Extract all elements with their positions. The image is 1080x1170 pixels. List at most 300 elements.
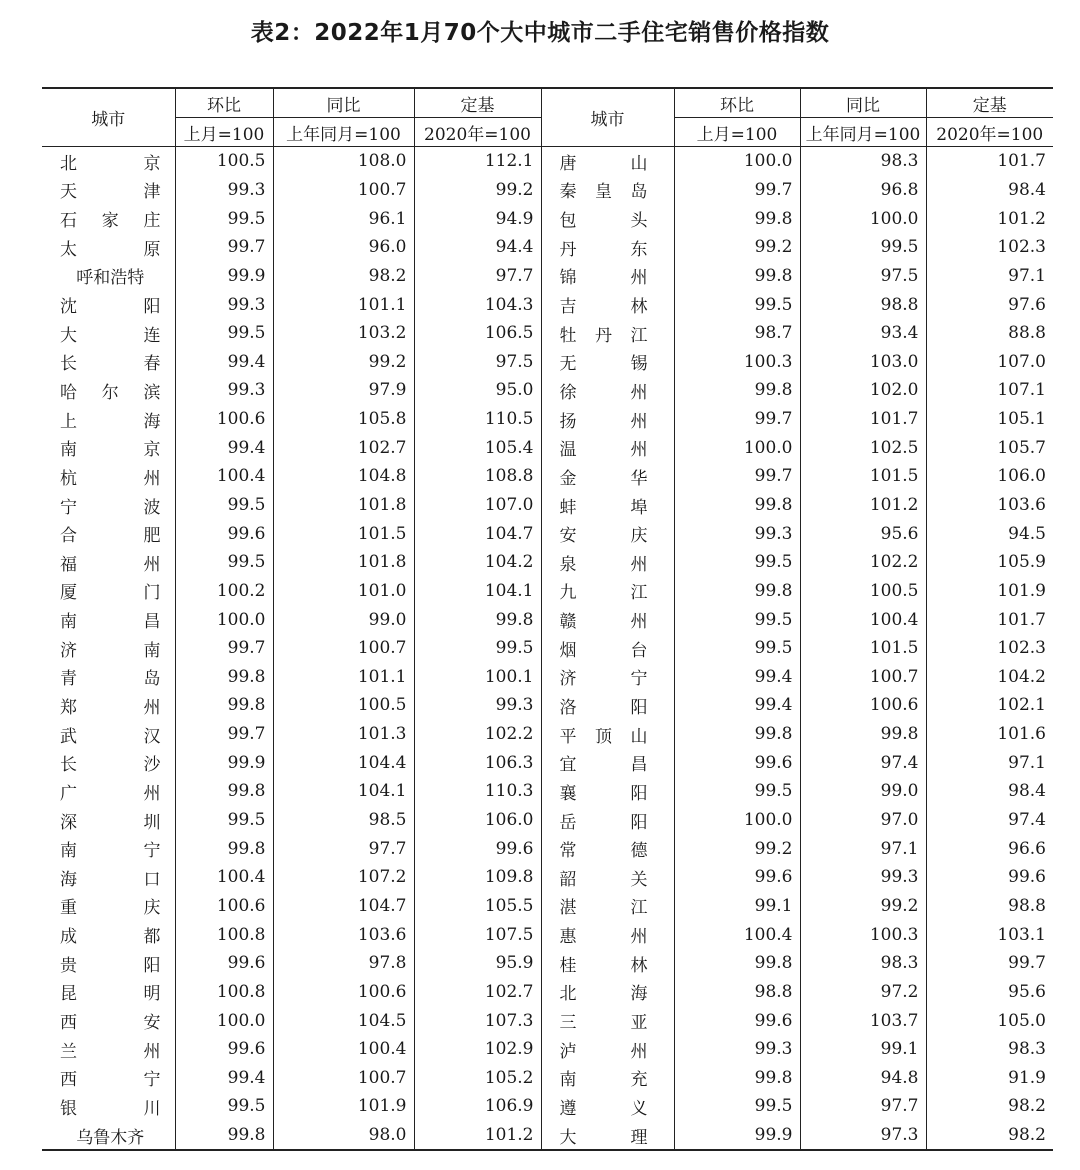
city-name: 无 锡 [559, 354, 648, 375]
yoy-cell-right: 97.4 [800, 748, 926, 777]
city-cell-right [541, 262, 674, 291]
table-row [42, 1064, 1053, 1093]
mom-cell-left: 100.8 [175, 920, 273, 949]
mom-cell-right: 100.0 [674, 433, 800, 462]
header-yoy-right: 同比 [800, 88, 926, 118]
mom-cell-right: 99.2 [674, 834, 800, 863]
city-name: 哈尔滨 [60, 382, 161, 403]
base-cell-left: 94.4 [414, 233, 541, 262]
city-name: 郑 州 [60, 697, 161, 718]
city-name: 锦 州 [559, 268, 648, 289]
table-row [42, 462, 1053, 491]
city-name: 南 京 [60, 440, 161, 461]
yoy-cell-right: 93.4 [800, 319, 926, 348]
city-cell-left [42, 920, 175, 949]
yoy-cell-right: 98.3 [800, 147, 926, 176]
city-cell-right [541, 376, 674, 405]
city-name: 沈 阳 [60, 297, 161, 318]
yoy-cell-right: 97.0 [800, 806, 926, 835]
city-cell-left [42, 577, 175, 606]
table-row [42, 176, 1053, 205]
city-cell-right [541, 1035, 674, 1064]
yoy-cell-left: 103.6 [273, 920, 414, 949]
base-cell-right: 99.7 [926, 949, 1053, 978]
city-cell-right [541, 405, 674, 434]
yoy-cell-right: 103.0 [800, 347, 926, 376]
mom-cell-left: 99.8 [175, 691, 273, 720]
city-name: 平顶山 [559, 726, 648, 747]
table-row [42, 720, 1053, 749]
city-cell-right [541, 319, 674, 348]
table-row [42, 634, 1053, 663]
yoy-cell-left: 102.7 [273, 433, 414, 462]
base-cell-right: 98.4 [926, 176, 1053, 205]
city-name: 太 原 [60, 239, 161, 260]
mom-cell-left: 99.8 [175, 777, 273, 806]
mom-cell-left: 100.2 [175, 577, 273, 606]
base-cell-left: 112.1 [414, 147, 541, 176]
city-name: 青 岛 [60, 669, 161, 690]
yoy-cell-left: 99.2 [273, 347, 414, 376]
city-name: 徐 州 [559, 382, 648, 403]
city-name: 海 口 [60, 869, 161, 890]
mom-cell-right: 100.3 [674, 347, 800, 376]
yoy-cell-left: 104.8 [273, 462, 414, 491]
city-name: 泸 州 [559, 1041, 648, 1062]
city-cell-left [42, 262, 175, 291]
yoy-cell-left: 104.5 [273, 1006, 414, 1035]
mom-cell-right: 99.8 [674, 262, 800, 291]
table-row [42, 290, 1053, 319]
base-cell-left: 106.9 [414, 1092, 541, 1121]
city-name: 武 汉 [60, 726, 161, 747]
table-row [42, 1092, 1053, 1121]
yoy-cell-left: 101.8 [273, 491, 414, 520]
mom-cell-left: 100.0 [175, 605, 273, 634]
yoy-cell-right: 97.7 [800, 1092, 926, 1121]
city-cell-right [541, 176, 674, 205]
city-name: 唐 山 [559, 153, 648, 174]
base-cell-left: 107.0 [414, 491, 541, 520]
city-cell-right [541, 605, 674, 634]
yoy-cell-left: 98.0 [273, 1121, 414, 1151]
city-name: 银 川 [60, 1098, 161, 1119]
city-cell-right [541, 347, 674, 376]
city-cell-left [42, 1064, 175, 1093]
base-cell-right: 104.2 [926, 663, 1053, 692]
city-cell-right [541, 233, 674, 262]
yoy-cell-right: 100.6 [800, 691, 926, 720]
yoy-cell-right: 99.3 [800, 863, 926, 892]
base-cell-left: 108.8 [414, 462, 541, 491]
mom-cell-left: 99.5 [175, 1092, 273, 1121]
city-name: 深 圳 [60, 812, 161, 833]
base-cell-right: 98.4 [926, 777, 1053, 806]
base-cell-right: 105.0 [926, 1006, 1053, 1035]
base-cell-left: 104.3 [414, 290, 541, 319]
mom-cell-right: 100.0 [674, 806, 800, 835]
mom-cell-left: 99.4 [175, 347, 273, 376]
city-cell-right [541, 720, 674, 749]
yoy-cell-left: 107.2 [273, 863, 414, 892]
mom-cell-left: 99.3 [175, 290, 273, 319]
table-row [42, 405, 1053, 434]
yoy-cell-left: 96.0 [273, 233, 414, 262]
header-mom-right: 环比 [674, 88, 800, 118]
yoy-cell-left: 98.2 [273, 262, 414, 291]
table-row [42, 777, 1053, 806]
city-cell-left [42, 405, 175, 434]
table-row [42, 806, 1053, 835]
base-cell-left: 106.0 [414, 806, 541, 835]
base-cell-right: 102.3 [926, 233, 1053, 262]
yoy-cell-left: 99.0 [273, 605, 414, 634]
mom-cell-right: 99.6 [674, 748, 800, 777]
city-cell-left [42, 1092, 175, 1121]
base-cell-right: 105.1 [926, 405, 1053, 434]
mom-cell-right: 99.3 [674, 1035, 800, 1064]
base-cell-left: 109.8 [414, 863, 541, 892]
mom-cell-right: 99.8 [674, 720, 800, 749]
table-row [42, 892, 1053, 921]
base-cell-right: 96.6 [926, 834, 1053, 863]
mom-cell-left: 99.8 [175, 834, 273, 863]
city-name: 上 海 [60, 411, 161, 432]
mom-cell-left: 99.8 [175, 663, 273, 692]
mom-cell-left: 99.9 [175, 262, 273, 291]
mom-cell-left: 99.7 [175, 720, 273, 749]
base-cell-left: 100.1 [414, 663, 541, 692]
table-row [42, 748, 1053, 777]
base-cell-right: 107.1 [926, 376, 1053, 405]
table-row [42, 433, 1053, 462]
table-row [42, 262, 1053, 291]
mom-cell-right: 99.7 [674, 176, 800, 205]
base-cell-right: 97.4 [926, 806, 1053, 835]
mom-cell-right: 99.5 [674, 548, 800, 577]
base-cell-right: 97.6 [926, 290, 1053, 319]
city-cell-right [541, 777, 674, 806]
yoy-cell-right: 99.0 [800, 777, 926, 806]
base-cell-right: 101.7 [926, 605, 1053, 634]
yoy-cell-right: 100.3 [800, 920, 926, 949]
city-name: 成 都 [60, 927, 161, 948]
base-cell-left: 107.5 [414, 920, 541, 949]
mom-cell-right: 99.6 [674, 1006, 800, 1035]
city-name: 蚌 埠 [559, 497, 648, 518]
city-cell-left [42, 519, 175, 548]
city-cell-left [42, 462, 175, 491]
city-name: 包 头 [559, 211, 648, 232]
city-name: 天 津 [60, 182, 161, 203]
mom-cell-left: 100.6 [175, 405, 273, 434]
mom-cell-right: 99.8 [674, 1064, 800, 1093]
table-row [42, 834, 1053, 863]
city-name: 大 连 [60, 325, 161, 346]
table-body [42, 147, 1053, 1151]
city-cell-right [541, 806, 674, 835]
base-cell-right: 97.1 [926, 262, 1053, 291]
city-cell-left [42, 892, 175, 921]
mom-cell-right: 100.4 [674, 920, 800, 949]
city-cell-right [541, 147, 674, 176]
base-cell-left: 106.5 [414, 319, 541, 348]
yoy-cell-left: 103.2 [273, 319, 414, 348]
yoy-cell-right: 94.8 [800, 1064, 926, 1093]
city-cell-left [42, 806, 175, 835]
city-cell-left [42, 1035, 175, 1064]
table-row [42, 491, 1053, 520]
yoy-cell-right: 101.5 [800, 634, 926, 663]
city-cell-left [42, 691, 175, 720]
city-name: 宁 波 [60, 497, 161, 518]
city-cell-right [541, 1121, 674, 1151]
city-name: 吉 林 [559, 297, 648, 318]
city-cell-left [42, 548, 175, 577]
yoy-cell-left: 97.8 [273, 949, 414, 978]
base-cell-left: 104.2 [414, 548, 541, 577]
base-cell-left: 101.2 [414, 1121, 541, 1151]
header-yoy-sub-left: 上年同月=100 [273, 118, 414, 147]
city-cell-left [42, 347, 175, 376]
table-row [42, 519, 1053, 548]
yoy-cell-left: 101.8 [273, 548, 414, 577]
city-name: 温 州 [559, 440, 648, 461]
base-cell-right: 106.0 [926, 462, 1053, 491]
city-name: 南 充 [559, 1070, 648, 1091]
city-cell-left [42, 233, 175, 262]
table-row [42, 949, 1053, 978]
city-cell-right [541, 433, 674, 462]
city-cell-left [42, 319, 175, 348]
base-cell-left: 106.3 [414, 748, 541, 777]
header-yoy-sub-right: 上年同月=100 [800, 118, 926, 147]
city-name: 合 肥 [60, 526, 161, 547]
city-name: 大 理 [559, 1127, 648, 1148]
city-name: 宜 昌 [559, 755, 648, 776]
yoy-cell-left: 104.4 [273, 748, 414, 777]
yoy-cell-right: 98.3 [800, 949, 926, 978]
mom-cell-right: 98.8 [674, 978, 800, 1007]
city-name: 扬 州 [559, 411, 648, 432]
yoy-cell-left: 100.5 [273, 691, 414, 720]
table-row [42, 1121, 1053, 1151]
yoy-cell-left: 101.3 [273, 720, 414, 749]
base-cell-left: 107.3 [414, 1006, 541, 1035]
table-row [42, 691, 1053, 720]
base-cell-right: 98.3 [926, 1035, 1053, 1064]
header-base-sub-left: 2020年=100 [414, 118, 541, 147]
city-cell-left [42, 748, 175, 777]
city-name: 重 庆 [60, 898, 161, 919]
base-cell-left: 99.3 [414, 691, 541, 720]
city-cell-right [541, 949, 674, 978]
city-name: 丹 东 [559, 239, 648, 260]
city-cell-right [541, 1064, 674, 1093]
yoy-cell-right: 100.4 [800, 605, 926, 634]
yoy-cell-left: 108.0 [273, 147, 414, 176]
city-cell-right [541, 834, 674, 863]
city-name: 长 沙 [60, 755, 161, 776]
header-mom-sub-right: 上月=100 [674, 118, 800, 147]
table-row [42, 376, 1053, 405]
yoy-cell-left: 101.5 [273, 519, 414, 548]
city-cell-left [42, 634, 175, 663]
yoy-cell-right: 102.5 [800, 433, 926, 462]
yoy-cell-right: 97.3 [800, 1121, 926, 1151]
yoy-cell-right: 98.8 [800, 290, 926, 319]
city-cell-left [42, 147, 175, 176]
base-cell-left: 102.7 [414, 978, 541, 1007]
city-cell-left [42, 605, 175, 634]
base-cell-left: 105.5 [414, 892, 541, 921]
yoy-cell-left: 97.7 [273, 834, 414, 863]
base-cell-left: 104.1 [414, 577, 541, 606]
mom-cell-right: 99.4 [674, 691, 800, 720]
city-name: 南 宁 [60, 841, 161, 862]
city-cell-left [42, 1006, 175, 1035]
city-cell-left [42, 978, 175, 1007]
yoy-cell-right: 101.2 [800, 491, 926, 520]
base-cell-left: 102.9 [414, 1035, 541, 1064]
mom-cell-left: 99.6 [175, 519, 273, 548]
mom-cell-left: 100.8 [175, 978, 273, 1007]
mom-cell-right: 99.9 [674, 1121, 800, 1151]
yoy-cell-left: 105.8 [273, 405, 414, 434]
table-row [42, 863, 1053, 892]
yoy-cell-left: 97.9 [273, 376, 414, 405]
mom-cell-right: 99.2 [674, 233, 800, 262]
mom-cell-left: 99.5 [175, 806, 273, 835]
city-name: 乌鲁木齐 [76, 1127, 145, 1148]
table-row [42, 347, 1053, 376]
base-cell-right: 98.2 [926, 1092, 1053, 1121]
base-cell-left: 99.6 [414, 834, 541, 863]
base-cell-left: 110.5 [414, 405, 541, 434]
city-cell-left [42, 376, 175, 405]
city-name: 惠 州 [559, 927, 648, 948]
base-cell-right: 105.9 [926, 548, 1053, 577]
mom-cell-right: 99.5 [674, 290, 800, 319]
base-cell-right: 88.8 [926, 319, 1053, 348]
city-name: 长 春 [60, 354, 161, 375]
yoy-cell-left: 100.7 [273, 176, 414, 205]
yoy-cell-right: 101.7 [800, 405, 926, 434]
yoy-cell-left: 101.0 [273, 577, 414, 606]
mom-cell-right: 99.7 [674, 462, 800, 491]
city-name: 西 宁 [60, 1070, 161, 1091]
city-name: 厦 门 [60, 583, 161, 604]
city-name: 贵 阳 [60, 955, 161, 976]
city-name: 常 德 [559, 841, 648, 862]
city-cell-right [541, 491, 674, 520]
base-cell-right: 98.2 [926, 1121, 1053, 1151]
yoy-cell-right: 100.0 [800, 204, 926, 233]
city-name: 韶 关 [559, 869, 648, 890]
base-cell-left: 104.7 [414, 519, 541, 548]
city-cell-right [541, 204, 674, 233]
city-name: 烟 台 [559, 640, 648, 661]
city-name: 赣 州 [559, 612, 648, 633]
city-cell-left [42, 433, 175, 462]
mom-cell-left: 99.5 [175, 491, 273, 520]
city-name: 三 亚 [559, 1013, 648, 1034]
table-row [42, 920, 1053, 949]
yoy-cell-left: 100.7 [273, 634, 414, 663]
table-row [42, 233, 1053, 262]
city-cell-right [541, 663, 674, 692]
mom-cell-left: 99.5 [175, 319, 273, 348]
mom-cell-right: 99.5 [674, 605, 800, 634]
yoy-cell-right: 100.7 [800, 663, 926, 692]
yoy-cell-right: 97.2 [800, 978, 926, 1007]
mom-cell-right: 99.8 [674, 491, 800, 520]
mom-cell-right: 98.7 [674, 319, 800, 348]
header-city-left: 城市 [42, 88, 175, 147]
mom-cell-right: 99.5 [674, 1092, 800, 1121]
mom-cell-right: 99.8 [674, 949, 800, 978]
header-city-right: 城市 [541, 88, 674, 147]
city-name: 广 州 [60, 783, 161, 804]
base-cell-right: 98.8 [926, 892, 1053, 921]
base-cell-right: 91.9 [926, 1064, 1053, 1093]
mom-cell-right: 99.7 [674, 405, 800, 434]
city-cell-left [42, 663, 175, 692]
base-cell-left: 94.9 [414, 204, 541, 233]
city-name: 洛 阳 [559, 697, 648, 718]
base-cell-right: 94.5 [926, 519, 1053, 548]
city-name: 昆 明 [60, 984, 161, 1005]
table-row [42, 1006, 1053, 1035]
city-cell-right [541, 1092, 674, 1121]
city-cell-right [541, 892, 674, 921]
mom-cell-left: 99.5 [175, 548, 273, 577]
yoy-cell-right: 95.6 [800, 519, 926, 548]
header-yoy-left: 同比 [273, 88, 414, 118]
mom-cell-right: 99.6 [674, 863, 800, 892]
city-name: 安 庆 [559, 526, 648, 547]
yoy-cell-right: 96.8 [800, 176, 926, 205]
mom-cell-right: 99.8 [674, 204, 800, 233]
city-cell-left [42, 949, 175, 978]
base-cell-left: 99.8 [414, 605, 541, 634]
base-cell-left: 97.7 [414, 262, 541, 291]
city-cell-right [541, 519, 674, 548]
yoy-cell-left: 100.7 [273, 1064, 414, 1093]
city-cell-left [42, 1121, 175, 1151]
yoy-cell-left: 104.1 [273, 777, 414, 806]
yoy-cell-right: 97.5 [800, 262, 926, 291]
city-cell-right [541, 978, 674, 1007]
city-name: 湛 江 [559, 898, 648, 919]
base-cell-right: 105.7 [926, 433, 1053, 462]
base-cell-right: 107.0 [926, 347, 1053, 376]
base-cell-right: 101.9 [926, 577, 1053, 606]
mom-cell-right: 99.8 [674, 577, 800, 606]
mom-cell-right: 99.4 [674, 663, 800, 692]
base-cell-left: 95.9 [414, 949, 541, 978]
city-name: 济 南 [60, 640, 161, 661]
yoy-cell-left: 100.6 [273, 978, 414, 1007]
table-row [42, 577, 1053, 606]
city-cell-right [541, 290, 674, 319]
table-row [42, 548, 1053, 577]
city-name: 兰 州 [60, 1041, 161, 1062]
city-name: 呼和浩特 [76, 268, 145, 289]
mom-cell-right: 99.3 [674, 519, 800, 548]
base-cell-left: 99.2 [414, 176, 541, 205]
base-cell-left: 102.2 [414, 720, 541, 749]
